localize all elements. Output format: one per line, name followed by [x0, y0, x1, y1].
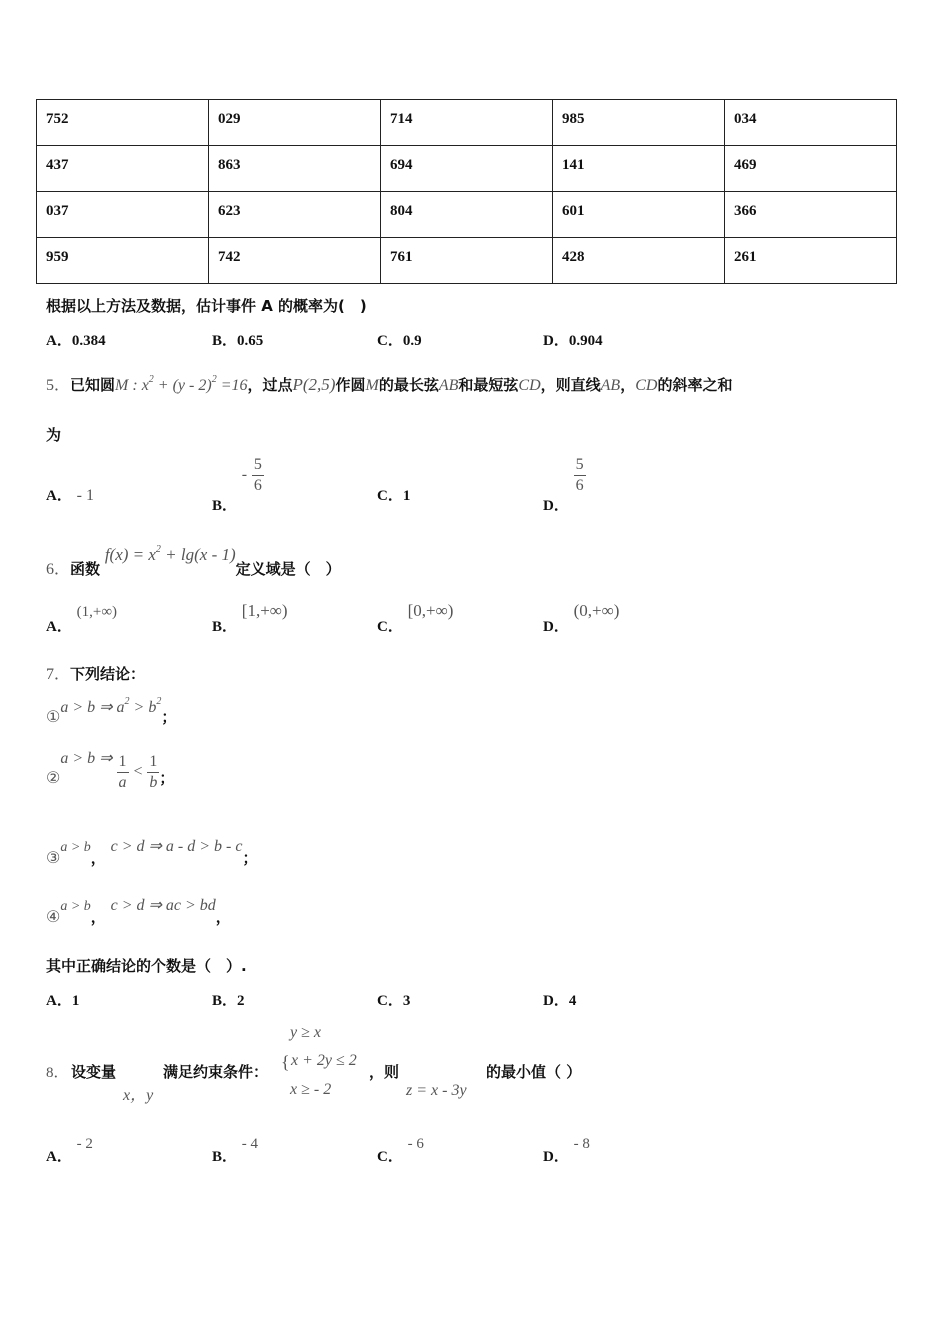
option-text: (0,+∞)	[573, 601, 620, 620]
q5-option-a[interactable]	[46, 484, 94, 505]
option-text: $\frac{5}{6}$	[253, 456, 262, 494]
option-label: A．	[46, 488, 72, 504]
option-label: A．	[46, 993, 72, 1009]
table-cell: 959	[37, 238, 209, 284]
table-row	[37, 192, 897, 238]
item-expr: a > b	[60, 840, 91, 855]
option-text: 0.904	[568, 333, 603, 349]
question-number: 5．	[46, 377, 71, 394]
table-cell: 863	[209, 146, 381, 192]
q4-option-b[interactable]	[212, 329, 263, 350]
option-label: B．	[212, 619, 238, 635]
table-cell: 742	[209, 238, 381, 284]
table-cell: 469	[725, 146, 897, 192]
option-text: - 4	[241, 1136, 259, 1152]
q4-option-d[interactable]	[543, 329, 603, 350]
option-text: 2	[237, 993, 245, 1009]
q5-chord-ab: AB	[438, 377, 459, 394]
q5-option-d[interactable]	[543, 455, 586, 514]
option-label: A．	[46, 1149, 72, 1165]
q6-option-c[interactable]	[377, 600, 454, 635]
q8-option-c[interactable]	[377, 1132, 424, 1165]
q8-option-a[interactable]	[46, 1132, 93, 1165]
question-number: 7．	[46, 666, 71, 683]
table-row	[37, 100, 897, 146]
table-cell: 261	[725, 238, 897, 284]
option-text: 0.9	[402, 333, 422, 349]
option-label: B．	[212, 993, 238, 1009]
q6-function: $f(x) = x^2 + \lg(x - 1)$	[104, 544, 236, 564]
table-cell: 752	[37, 100, 209, 146]
q8-option-b[interactable]	[212, 1132, 259, 1165]
table-cell: 694	[381, 146, 553, 192]
q8-constraint-3: x ≥ - 2	[290, 1081, 332, 1098]
q6-stem	[46, 542, 341, 578]
q4-option-a[interactable]	[46, 329, 106, 350]
table-cell: 029	[209, 100, 381, 146]
q7-stem	[46, 661, 145, 684]
option-label: A．	[46, 333, 72, 349]
minus-sign: -	[241, 465, 248, 483]
fraction-1-over-b: $\frac{1}{b}$	[149, 753, 158, 791]
item-expr: a > b ⇒ $a^2 > b^2$	[60, 696, 162, 716]
option-text: - 8	[573, 1136, 590, 1152]
option-text: 1	[402, 488, 411, 504]
q4-stem: 根据以上方法及数据，估计事件 A 的概率为( )	[46, 297, 367, 315]
item-mark: ③	[46, 850, 61, 867]
q8-text: 满足约束条件：	[163, 1063, 269, 1081]
q6-option-d[interactable]	[543, 600, 620, 635]
q4-option-c[interactable]	[377, 329, 422, 350]
q7-item-2: ②a > b ⇒ $\frac{1}{a}$ < $\frac{1}{b}$ ；	[46, 749, 175, 791]
item-end: ；	[242, 849, 258, 867]
option-label: A．	[46, 619, 72, 635]
item-end: ，	[215, 908, 231, 926]
q7-item-4	[46, 894, 231, 926]
item-end: ；	[161, 708, 177, 726]
item-end: ；	[159, 768, 175, 787]
q7-item-1	[46, 696, 177, 726]
option-text: (1,+∞)	[76, 604, 118, 620]
option-label: B．	[212, 333, 238, 349]
table-row	[37, 238, 897, 284]
table-cell: 437	[37, 146, 209, 192]
table-cell: 037	[37, 192, 209, 238]
q5-option-b[interactable]	[212, 455, 264, 514]
q6-option-a[interactable]	[46, 600, 118, 635]
option-text: 1	[71, 993, 80, 1009]
q6-text: 定义域是（ ）	[235, 560, 341, 578]
q7-option-b[interactable]	[212, 989, 245, 1010]
q7-option-c[interactable]	[377, 989, 410, 1010]
q5-text: ，过点	[247, 376, 293, 394]
q7-option-a[interactable]	[46, 989, 79, 1010]
q7-option-d[interactable]	[543, 989, 576, 1010]
q7-item-3	[46, 835, 258, 867]
option-label: C．	[377, 488, 403, 504]
item-sep: ，	[90, 908, 106, 926]
option-text: 4	[568, 993, 577, 1009]
q8-brace: {	[281, 1052, 290, 1072]
option-label: C．	[377, 333, 403, 349]
q7-question: 其中正确结论的个数是（ ）.	[46, 957, 247, 975]
item-expr: a > b ⇒	[60, 749, 117, 767]
question-number: 8．	[46, 1065, 69, 1081]
q8-text: ，则	[369, 1063, 400, 1081]
table-cell: 141	[553, 146, 725, 192]
item-expr: a > b	[60, 899, 91, 914]
option-text: - 2	[76, 1136, 93, 1152]
option-text: [1,+∞)	[241, 601, 288, 620]
q6-text: 函数	[70, 560, 101, 578]
item-expr: c > d ⇒ ac > bd	[110, 897, 216, 914]
q5-stem-cont: 为	[46, 426, 62, 444]
table-cell: 601	[553, 192, 725, 238]
table-cell: 034	[725, 100, 897, 146]
q5-text: 的最长弦	[378, 376, 439, 394]
random-number-table	[36, 99, 897, 284]
q5-text: ，则直线	[540, 376, 601, 394]
option-label: B．	[212, 1149, 238, 1165]
option-label: D．	[543, 497, 569, 514]
q5-text: 的斜率之和	[657, 376, 733, 394]
table-cell: 761	[381, 238, 553, 284]
table-row	[37, 146, 897, 192]
table-cell: 366	[725, 192, 897, 238]
q8-option-d[interactable]	[543, 1132, 590, 1165]
q8-constraint-2: x + 2y ≤ 2	[291, 1052, 357, 1069]
fraction-1-over-a: $\frac{1}{a}$	[118, 753, 127, 791]
q5-point: P(2,5)	[292, 375, 336, 394]
option-label: C．	[377, 619, 403, 635]
item-expr: c > d ⇒ a - d > b - c	[110, 838, 243, 855]
option-text: 0.65	[237, 333, 264, 349]
table-cell: 714	[381, 100, 553, 146]
table-cell: 428	[553, 238, 725, 284]
q8-objective: z = x - 3y	[406, 1082, 467, 1099]
q8-constraint-1: y ≥ x	[290, 1024, 321, 1041]
option-label: C．	[377, 1149, 403, 1165]
q5-circle-eq: M : $x^2 + (y - 2)^2 =16$	[115, 374, 248, 394]
item-mark: ①	[46, 709, 61, 726]
option-label: C．	[377, 993, 403, 1009]
q5-line-cd: CD	[635, 377, 658, 394]
item-sep: ，	[90, 849, 106, 867]
option-label: D．	[543, 619, 569, 635]
q8-text: 设变量	[71, 1063, 117, 1081]
table-cell: 985	[553, 100, 725, 146]
q5-option-c[interactable]	[377, 484, 410, 505]
q5-text: 已知圆	[70, 376, 116, 394]
option-text: - 6	[407, 1136, 424, 1152]
q8-vars: x，y	[123, 1087, 154, 1104]
option-text: - 1	[76, 487, 94, 504]
item-mark: ②	[46, 769, 61, 787]
q5-text: 作圆	[335, 376, 366, 394]
option-label: D．	[543, 993, 569, 1009]
table-cell: 623	[209, 192, 381, 238]
q5-text: ，	[620, 376, 636, 394]
q5-line-ab: AB	[600, 377, 621, 394]
option-label: B．	[212, 497, 238, 514]
option-text: [0,+∞)	[407, 601, 454, 620]
q5-circle-name: M	[365, 377, 379, 394]
option-label: D．	[543, 1149, 569, 1165]
q5-chord-cd: CD	[518, 377, 541, 394]
option-label: D．	[543, 333, 569, 349]
q5-text: 和最短弦	[458, 376, 519, 394]
option-text: 3	[402, 993, 411, 1009]
table-cell: 804	[381, 192, 553, 238]
option-text: 0.384	[71, 333, 106, 349]
option-text: $\frac{5}{6}$	[575, 456, 584, 494]
question-number: 6．	[46, 561, 71, 578]
q5-stem	[46, 372, 732, 395]
q6-option-b[interactable]	[212, 600, 288, 635]
item-mark: ④	[46, 909, 61, 926]
q8-text: 的最小值（ ）	[486, 1063, 582, 1081]
q7-text: 下列结论：	[70, 665, 146, 683]
